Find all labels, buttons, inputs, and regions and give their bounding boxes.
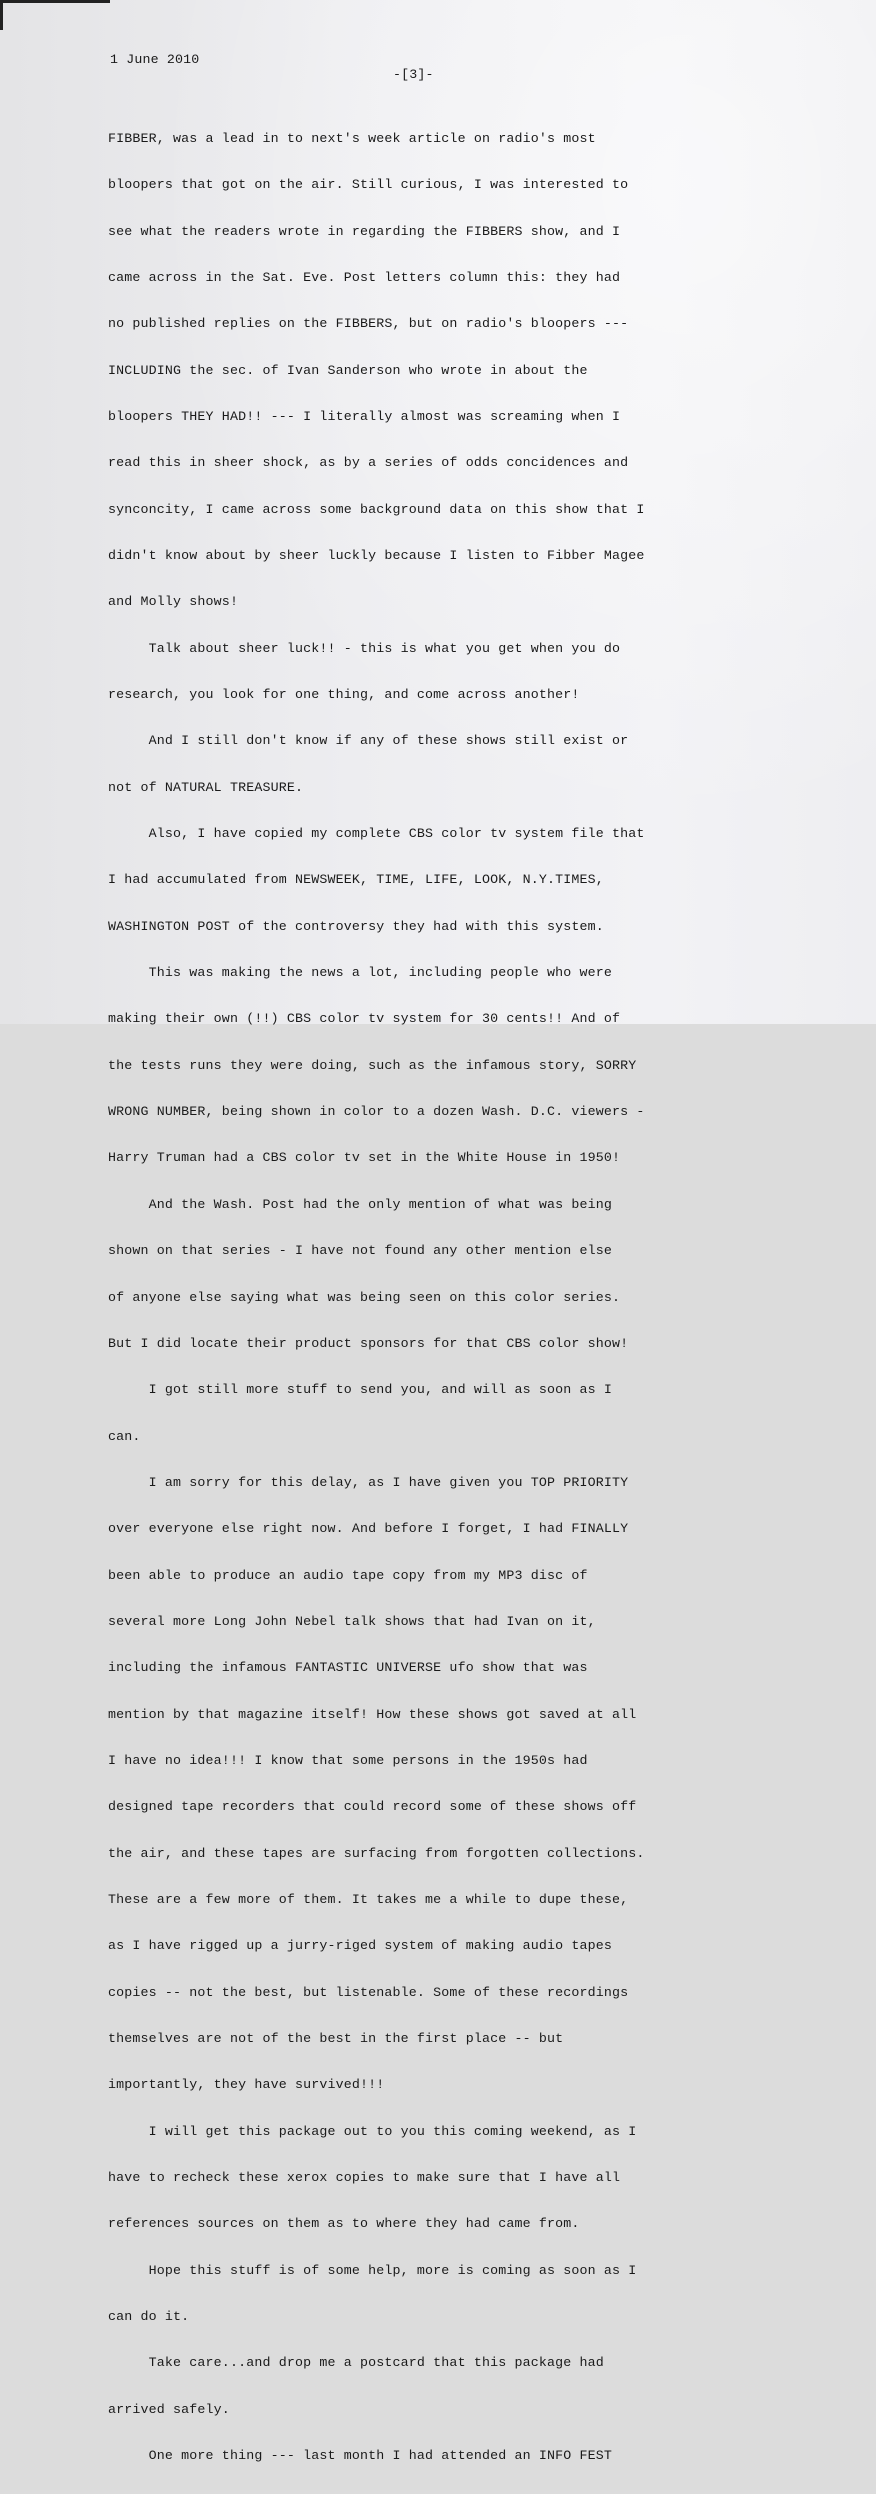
body-line: not of NATURAL TREASURE. [108,779,304,795]
body-line: WRONG NUMBER, being shown in color to a dozen Wash. D.C. viewers - [108,1104,645,1120]
body-line: Take care...and drop me a postcard that this package had [108,2355,604,2371]
body-line: and Molly shows! [108,594,239,610]
body-line: no published replies on the FIBBERS, but on radio's bloopers --- [108,316,629,332]
body-line: been able to produce an audio tape copy from my MP3 disc of [108,1567,588,1583]
body-line: Talk about sheer luck!! - this is what you get when you do [108,640,621,656]
body-line: designed tape recorders that could record some of these shows off [108,1799,637,1815]
body-line: I got still more stuff to send you, and will as soon as I [108,1382,613,1398]
scan-edge-mark-left [0,0,3,30]
body-line: several more Long John Nebel talk shows that had Ivan on it, [108,1613,596,1629]
body-line: I am sorry for this delay, as I have given you TOP PRIORITY [108,1474,629,1490]
body-line: I had accumulated from NEWSWEEK, TIME, LIFE, LOOK, N.Y.TIMES, [108,872,604,888]
body-line: read this in sheer shock, as by a series of odds concidences and [108,455,629,471]
body-line: INCLUDING the sec. of Ivan Sanderson who wrote in about the [108,362,588,378]
letter-date: 1 June 2010 [110,52,200,67]
body-line: themselves are not of the best in the first place -- but [108,2031,564,2046]
body-line: over everyone else right now. And before I forget, I had FINALLY [108,1521,629,1537]
body-line: Hope this stuff is of some help, more is coming as soon as I [108,2262,637,2278]
body-line: making their own (!!) CBS color tv system for 30 cents!! And of [108,1011,621,1027]
body-line: These are a few more of them. It takes me a while to dupe these, [108,1891,629,1907]
body-line: FIBBER, was a lead in to next's week article on radio's most [108,130,596,146]
body-line: as I have rigged up a jurry-riged system of making audio tapes [108,1938,613,1954]
body-line: synconcity, I came across some background data on this show that I [108,501,645,517]
body-line: This was making the news a lot, including people who were [108,965,613,981]
body-line: see what the readers wrote in regarding the FIBBERS show, and I [108,223,621,239]
body-line: bloopers THEY HAD!! --- I literally almost was screaming when I [108,408,621,424]
body-line: importantly, they have survived!!! [108,2077,385,2093]
body-line: came across in the Sat. Eve. Post letters column this: they had [108,269,621,285]
body-line: can. [108,1428,141,1444]
body-line: of anyone else saying what was being seen on this color series. [108,1289,621,1305]
body-line: bloopers that got on the air. Still curious, I was interested to [108,177,629,193]
body-line: can do it. [108,2309,190,2325]
body-line: the tests runs they were doing, such as the infamous story, SORRY [108,1057,637,1073]
body-line: copies -- not the best, but listenable. Some of these recordings [108,1984,629,2000]
body-line: didn't know about by sheer luckly because I listen to Fibber Magee [108,548,645,563]
body-line: I have no idea!!! I know that some persons in the 1950s had [108,1752,588,1768]
letter-body [108,100,645,2494]
body-line: And the Wash. Post had the only mention of what was being [108,1196,613,1212]
body-line: I will get this package out to you this coming weekend, as I [108,2123,637,2139]
body-line: WASHINGTON POST of the controversy they had with this system. [108,918,604,934]
scan-edge-mark [0,0,110,3]
body-line: But I did locate their product sponsors for that CBS color show! [108,1335,629,1351]
body-line: Harry Truman had a CBS color tv set in the White House in 1950! [108,1150,621,1166]
body-line: research, you look for one thing, and come across another! [108,687,580,703]
body-line: the air, and these tapes are surfacing from forgotten collections. [108,1845,645,1861]
body-line: arrived safely. [108,2401,230,2417]
body-line: mention by that magazine itself! How these shows got saved at all [108,1706,637,1722]
body-line: including the infamous FANTASTIC UNIVERSE ufo show that was [108,1660,588,1676]
body-line: shown on that series - I have not found any other mention else [108,1243,613,1259]
page-number: -[3]- [393,67,434,82]
body-line: have to recheck these xerox copies to make sure that I have all [108,2170,621,2186]
body-line: One more thing --- last month I had attended an INFO FEST [108,2448,613,2464]
body-line: And I still don't know if any of these shows still exist or [108,733,629,749]
body-line: Also, I have copied my complete CBS color tv system file that [108,826,645,842]
body-line: references sources on them as to where they had came from. [108,2216,580,2232]
